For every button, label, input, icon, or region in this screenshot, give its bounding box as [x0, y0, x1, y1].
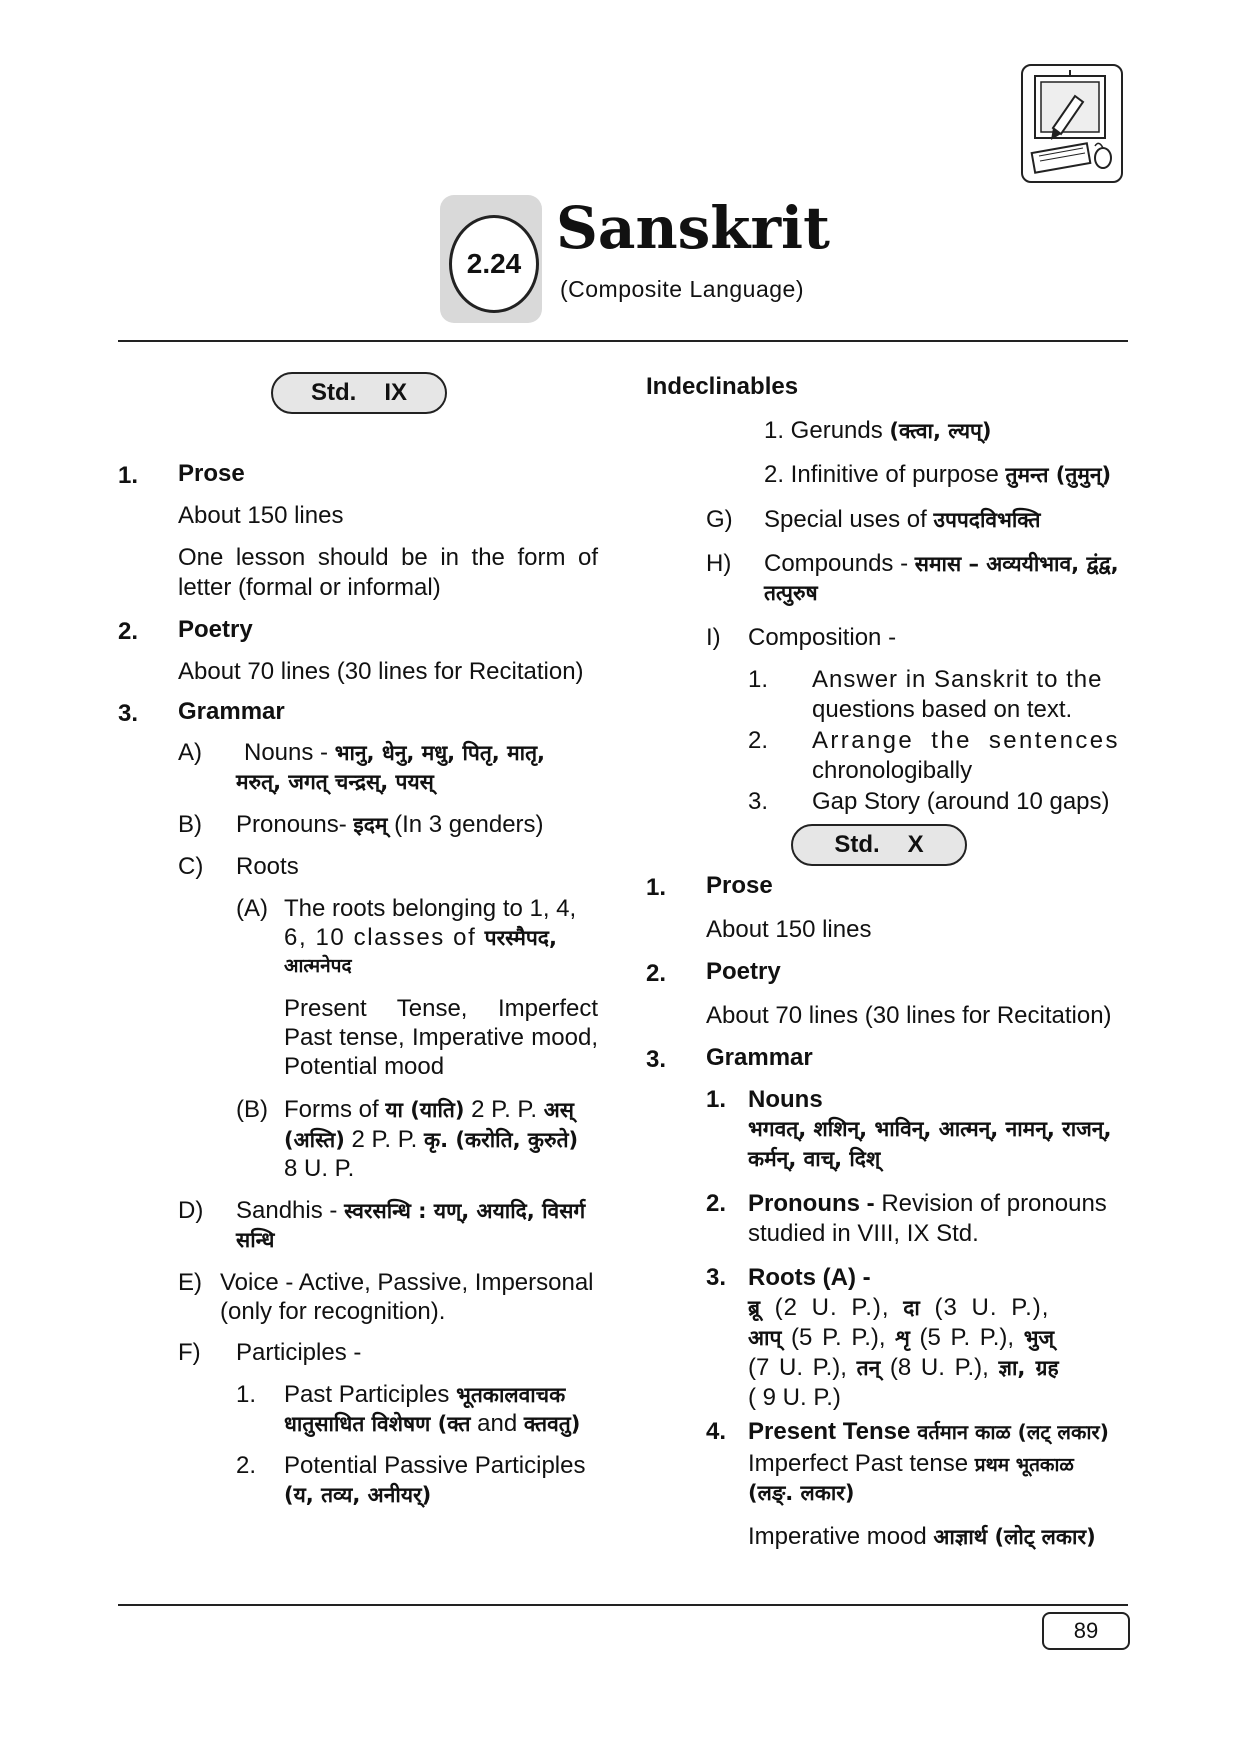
- roots-a-line1: The roots belonging to 1, 4,: [284, 895, 577, 922]
- composition-1-line2: questions based on text.: [812, 696, 1073, 723]
- nouns-item: Nouns - भानु, धेनु, मधु, पितृ, मातृ,: [244, 739, 546, 766]
- item-label: B): [178, 811, 202, 838]
- subitem-number: 4.: [706, 1418, 727, 1445]
- subitem-number: 2.: [236, 1452, 257, 1479]
- compounds-item: Compounds - समास – अव्ययीभाव, द्वंद्व,: [764, 550, 1119, 577]
- voice-item-cont: (only for recognition).: [220, 1298, 446, 1325]
- roots-b-line1: Forms of या (याति) 2 P. P. अस्: [284, 1096, 574, 1123]
- composition-2-line1: Arrange the sentences: [812, 727, 1120, 754]
- chapter-number-badge: 2.24: [449, 215, 539, 313]
- roots-a-tenses: Present Tense, Imperfect Past tense, Imperative mood, Potential mood: [284, 995, 598, 1080]
- footer-divider: [118, 1604, 1128, 1606]
- nouns-list-line2: कर्मन्, वाच्, दिश्: [748, 1147, 881, 1171]
- item-label: D): [178, 1197, 204, 1224]
- present-tense-line3: (लङ्. लकार): [748, 1481, 855, 1505]
- header-divider: [118, 340, 1128, 342]
- section-title-prose: Prose: [178, 460, 245, 487]
- past-participles-line2: धातुसाधित विशेषण (क्त and क्तवतु): [284, 1410, 581, 1437]
- subitem-number: 1.: [706, 1086, 727, 1113]
- subitem-number: 1.: [748, 666, 769, 693]
- item-label: H): [706, 550, 732, 577]
- potential-participles-line1: Potential Passive Participles: [284, 1452, 586, 1479]
- infinitive-item: 2. Infinitive of purpose तुमन्त (तुमुन्): [764, 461, 1112, 488]
- page-title: Sanskrit: [556, 194, 830, 262]
- gerunds-item: 1. Gerunds (क्त्वा, ल्यप्): [764, 417, 992, 444]
- sandhis-item: Sandhis - स्वरसन्धि : यण्, अयादि, विसर्ग: [236, 1197, 586, 1224]
- roots-line1: ब्रू (2 U. P.), दा (3 U. P.),: [748, 1294, 1050, 1321]
- roots-line3: (7 U. P.), तन् (8 U. P.), ज्ञा, ग्रह: [748, 1354, 1059, 1381]
- section-title-poetry: Poetry: [706, 958, 781, 985]
- roots-b-line2: (अस्ति) 2 P. P. कृ. (करोति, कुरुते): [284, 1126, 579, 1153]
- present-tense-line1: Present Tense वर्तमान काळ (लट् लकार): [748, 1418, 1109, 1445]
- past-participles-line1: Past Participles भूतकालवाचक: [284, 1381, 566, 1408]
- composition-item: Composition -: [748, 624, 897, 651]
- present-tense-line4: Imperative mood आज्ञार्थ (लोट् लकार): [748, 1523, 1096, 1550]
- roots-a-line2: 6, 10 classes of परस्मैपद,: [284, 924, 557, 951]
- voice-item: Voice - Active, Passive, Impersonal: [220, 1269, 594, 1296]
- section-number: 1.: [646, 874, 667, 901]
- special-uses-item: Special uses of उपपदविभक्ति: [764, 506, 1041, 533]
- roots-heading: Roots (A) -: [748, 1264, 871, 1291]
- page-number: 89: [1042, 1612, 1130, 1650]
- roots-a-line3: आत्मनेपद: [284, 955, 352, 977]
- computer-drawing-icon: [1021, 64, 1123, 183]
- potential-participles-line2: (य, तव्य, अनीयर्): [284, 1483, 432, 1507]
- item-label: G): [706, 506, 733, 533]
- section-title-poetry: Poetry: [178, 616, 253, 643]
- roots-line2: आप् (5 P. P.), शृ (5 P. P.), भुज्: [748, 1324, 1055, 1351]
- section-title-grammar: Grammar: [178, 698, 285, 725]
- composition-3-line1: Gap Story (around 10 gaps): [812, 788, 1110, 815]
- section-title-prose: Prose: [706, 872, 773, 899]
- section-number: 2.: [646, 960, 667, 987]
- item-label: A): [178, 739, 202, 766]
- section-title-grammar: Grammar: [706, 1044, 813, 1071]
- subitem-number: 2.: [748, 727, 769, 754]
- participles-item: Participles -: [236, 1339, 362, 1366]
- present-tense-line2: Imperfect Past tense प्रथम भूतकाळ: [748, 1450, 1074, 1477]
- poetry-lines: About 70 lines (30 lines for Recitation): [178, 658, 584, 685]
- roots-item: Roots: [236, 853, 299, 880]
- subitem-label: (B): [236, 1096, 268, 1123]
- pronouns-line2: studied in VIII, IX Std.: [748, 1220, 979, 1247]
- sandhis-item-cont: सन्धि: [236, 1228, 275, 1252]
- composition-1-line1: Answer in Sanskrit to the: [812, 666, 1103, 693]
- indeclinables-heading: Indeclinables: [646, 373, 799, 400]
- subitem-number: 2.: [706, 1190, 727, 1217]
- compounds-item-cont: तत्पुरुष: [764, 581, 818, 605]
- section-number: 1.: [118, 462, 139, 489]
- page-subtitle: (Composite Language): [560, 276, 804, 302]
- std-ix-badge: Std. IX: [271, 372, 447, 414]
- subitem-label: (A): [236, 895, 268, 922]
- std-x-badge: Std. X: [791, 824, 967, 866]
- section-number: 2.: [118, 618, 139, 645]
- roots-b-line3: 8 U. P.: [284, 1155, 355, 1182]
- nouns-item-cont: मरुत्, जगत् चन्द्रस्, पयस्: [236, 770, 434, 794]
- item-label: E): [178, 1269, 202, 1296]
- composition-2-line2: chronologibally: [812, 757, 973, 784]
- item-label: I): [706, 624, 721, 651]
- nouns-list-line1: भगवत्, शशिन्, भाविन्, आत्मन्, नामन्, राजन्,: [748, 1117, 1112, 1141]
- subitem-number: 3.: [748, 788, 769, 815]
- section-number: 3.: [118, 700, 139, 727]
- prose-lesson-note: One lesson should be in the form of letter (formal or informal): [178, 544, 598, 601]
- pronouns-item: Pronouns- इदम् (In 3 genders): [236, 811, 544, 838]
- subitem-number: 3.: [706, 1264, 727, 1291]
- subitem-number: 1.: [236, 1381, 257, 1408]
- roots-line4: ( 9 U. P.): [748, 1384, 841, 1411]
- item-label: C): [178, 853, 204, 880]
- nouns-heading: Nouns: [748, 1086, 823, 1113]
- item-label: F): [178, 1339, 201, 1366]
- prose-lines: About 150 lines: [706, 916, 872, 943]
- prose-lines: About 150 lines: [178, 502, 344, 529]
- pronouns-line1: Pronouns - Revision of pronouns: [748, 1190, 1107, 1217]
- poetry-lines: About 70 lines (30 lines for Recitation): [706, 1002, 1112, 1029]
- section-number: 3.: [646, 1046, 667, 1073]
